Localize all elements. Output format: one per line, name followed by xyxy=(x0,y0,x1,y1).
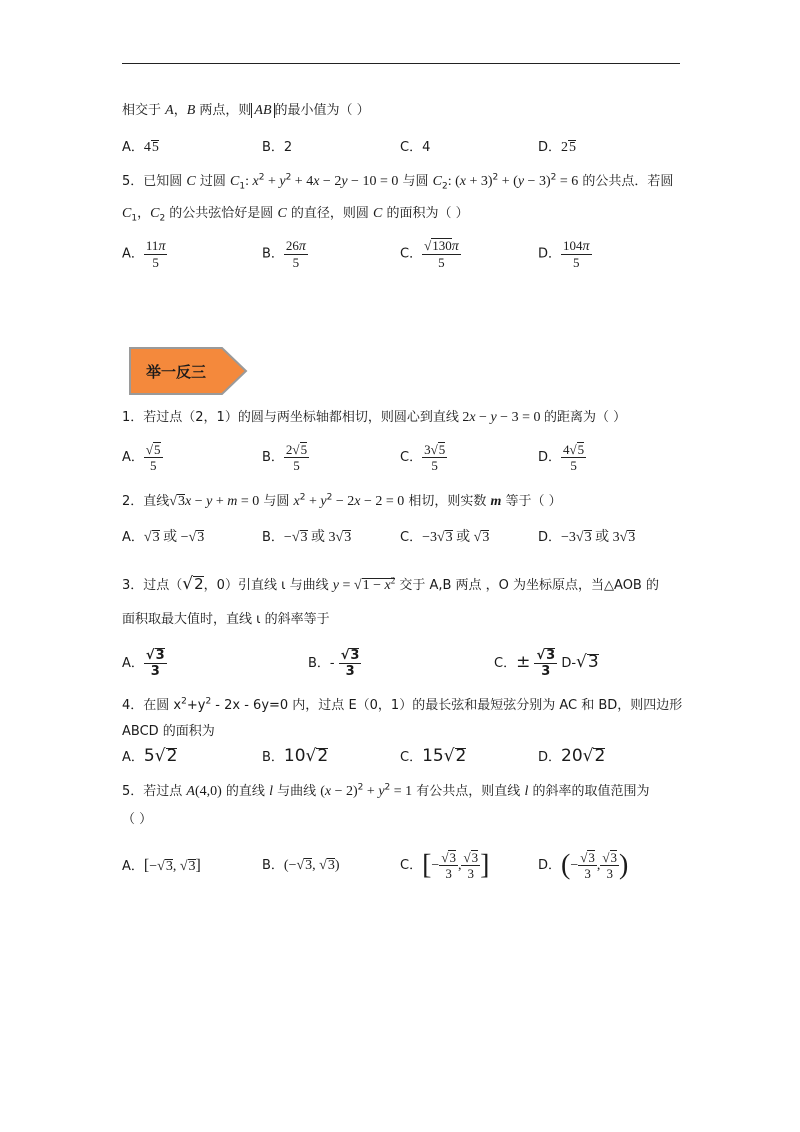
p5-stem-line1: 5．若过点 A(4,0) 的直线 l 与曲线 $(x - 2)^2 + y^2 = 1$ 有公共点，则直线 l 的斜率的取值范围为 xyxy=(122,782,650,799)
p1-option-b[interactable]: B． $\frac{2√5}{5}$ xyxy=(262,442,308,473)
p2-option-a[interactable]: A．√3 或 −√3 xyxy=(122,530,205,545)
badge-label: 举一反三 xyxy=(145,363,207,381)
p3-stem-line1: 3．过点（√2，0）引直线 ι 与曲线 $y = √1 - x^2$ 交于 A,B 两点 ，O 为坐标原点，当△AOB 的 xyxy=(122,574,659,594)
p2-option-d[interactable]: D．−3√3 或 3√3 xyxy=(538,530,636,545)
p1-option-d[interactable]: D． $\frac{4√5}{5}$ xyxy=(538,442,585,473)
prev-question-stem xyxy=(122,101,370,121)
p1-option-a[interactable]: A． $\frac{√5}{5}$ xyxy=(122,442,161,473)
q5-option-b[interactable]: B． $\frac{26\pi}{5}$ xyxy=(262,238,306,270)
prev-option-c[interactable]: C．4 xyxy=(400,140,431,155)
p5-option-b[interactable]: B．(−√3, √3) xyxy=(262,858,340,873)
q5-stem-line1: 5．已知圆 C 过圆 $C_1$: $x^2 + y^2 + 4x - 2y - 10 = 0$ 与圆 $C_2$: $(x + 3)^2 + (y - 3)^2 = 6$ 的公共点．若圆 xyxy=(122,172,674,192)
p4-option-a[interactable]: A．5√2 xyxy=(122,746,178,766)
p1-stem: 1．若过点（2，1）的圆与两坐标轴都相切，则圆心到直线 2x − y − 3 = 0 的距离为（ ） xyxy=(122,410,627,425)
p3-option-c[interactable]: C．± $\frac{√3}{3}$ D-√3 xyxy=(494,648,599,679)
q5-option-c[interactable]: C． $\frac{√130\pi}{5}$ xyxy=(400,238,459,270)
q5-option-d[interactable]: D． $\frac{104\pi}{5}$ xyxy=(538,238,590,270)
p3-option-b[interactable]: B．- $\frac{√3}{3}$ xyxy=(308,648,360,679)
q5-stem-line2: $C_1$，$C_2$ 的公共弦恰好是圆 C 的直径，则圆 C 的面积为（ ） xyxy=(122,206,469,224)
p4-option-b[interactable]: B．10√2 xyxy=(262,746,329,766)
prev-question-stem-text: 相交于 A，B 两点，则 AB 的最小值为（ ） xyxy=(122,103,370,118)
p4-stem-line1: 4．在圆 $x^2+y^2 - 2x - 6y=0$ 内，过点 E（0，1）的最长弦和最短弦分别为 AC 和 BD，则四边形 xyxy=(122,696,683,713)
p3-option-a[interactable]: A． $\frac{√3}{3}$ xyxy=(122,648,165,679)
header-rule xyxy=(122,63,680,64)
prev-option-a[interactable]: A．45 xyxy=(122,140,159,155)
p1-option-c[interactable]: C． $\frac{3√5}{5}$ xyxy=(400,442,446,473)
p2-option-c[interactable]: C．−3√3 或 √3 xyxy=(400,530,490,545)
p2-option-b[interactable]: B．−√3 或 3√3 xyxy=(262,530,352,545)
q5-option-a[interactable]: A． $\frac{11\pi}{5}$ xyxy=(122,238,166,270)
p5-stem-line2: （ ） xyxy=(122,812,153,827)
p4-stem-line2: ABCD 的面积为 xyxy=(122,724,215,739)
p4-option-c[interactable]: C．15√2 xyxy=(400,746,467,766)
prev-option-d[interactable]: D．25 xyxy=(538,140,577,155)
p5-option-a[interactable]: A．[−√3, √3] xyxy=(122,857,201,874)
prev-option-b[interactable]: B．2 xyxy=(262,140,293,155)
p4-option-d[interactable]: D．20√2 xyxy=(538,746,606,766)
p5-option-c[interactable]: C．[− $\frac{√3}{3}$ , $\frac{√3}{3}$ ] xyxy=(400,849,490,881)
section-badge xyxy=(128,346,248,396)
p2-stem: 2．直线√3x − y + m = 0 与圆 $x^2 + y^2 - 2x - 2 = 0$ 相切，则实数 m 等于（ ） xyxy=(122,492,562,509)
p3-stem-line2: 面积取最大值时，直线 ι 的斜率等于 xyxy=(122,612,330,627)
p5-option-d[interactable]: D．(− $\frac{√3}{3}$ , $\frac{√3}{3}$ ) xyxy=(538,849,629,881)
